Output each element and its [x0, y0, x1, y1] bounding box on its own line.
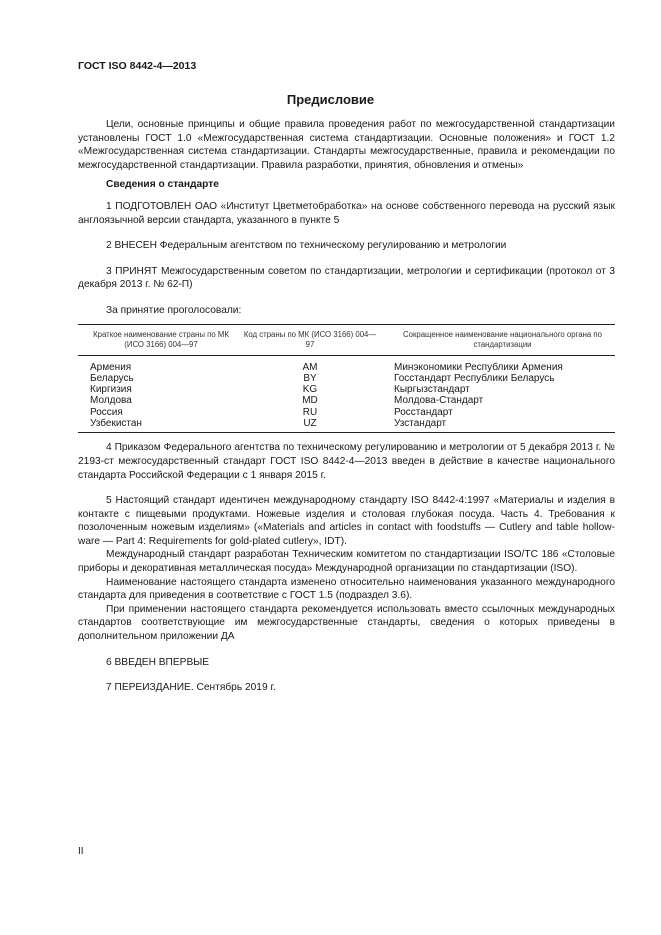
item-5: 5 Настоящий стандарт идентичен международному стандарту ISO 8442-4:1997 «Материалы и изделия в контакте с пищевыми продуктами. Ножевые изделия и столовая глубокая посуда. Часть 4. Требования к позолоченным ножевым изделиям» («Materials and articles in contact with foodstuffs — Cutlery and table hollow-ware — Part 4: Requirements for gold-plated cutlery», IDT).: [78, 495, 615, 547]
cell-organ: Узстандарт: [394, 418, 447, 430]
cell-organ: Минэкономики Республики Армения: [394, 361, 563, 373]
table-row: [78, 418, 615, 433]
cell-organ: Росстандарт: [394, 406, 453, 418]
about-heading: Сведения о стандарте: [106, 179, 219, 191]
table-row: [78, 384, 615, 395]
cell-country: Молдова: [90, 395, 132, 407]
item-5-committee: Международный стандарт разработан Техническим комитетом по стандартизации ISO/TC 186 «Столовые приборы и декоративная металлическая посуда» Международной организации по стандартизации (ISO).: [78, 549, 615, 575]
table-header-country: Краткое наименование страны по МК (ИСО 3166) 004—97: [78, 324, 236, 355]
cell-organ: Кыргызстандарт: [394, 384, 470, 396]
table-row: [78, 395, 615, 406]
cell-country: Узбекистан: [90, 418, 142, 430]
item-4: 4 Приказом Федерального агентства по техническому регулированию и метрологии от 5 декабря 2013 г. № 2193-ст межгосударственный стандарт ГОСТ ISO 8442-4—2013 введен в действие в качестве национального стандарта Российской Федерации с 1 января 2015 г.: [78, 442, 615, 481]
cell-country: Армения: [90, 361, 132, 373]
vote-label: За принятие проголосовали:: [106, 304, 242, 316]
item-5-naming: Наименование настоящего стандарта изменено относительно наименования указанного международного стандарта для приведения в соответствие с ГОСТ 1.5 (подраздел 3.6).: [78, 576, 615, 602]
cell-code: RU: [302, 406, 318, 418]
item-7: 7 ПЕРЕИЗДАНИЕ. Сентябрь 2019 г.: [106, 682, 276, 694]
cell-code: MD: [302, 395, 318, 407]
table-row: [78, 407, 615, 418]
item-5-references: При применении настоящего стандарта рекомендуется использовать вместо ссылочных международных стандартов соответствующие им межгосударственные стандарты, сведения о которых приведены в дополнительном приложении ДА: [78, 603, 615, 643]
cell-organ: Госстандарт Республики Беларусь: [394, 372, 555, 384]
item-2: 2 ВНЕСЕН Федеральным агентством по техническому регулированию и метрологии: [106, 240, 507, 252]
intro-paragraph: Цели, основные принципы и общие правила проведения работ по межгосударственной стандартизации установлены ГОСТ 1.0 «Межгосударственная система стандартизации. Основные положения» и ГОСТ 1.2 «Межгосударственная система стандартизации. Стандарты межгосударственные, правила и рекомендации по межгосударственной стандартизации. Правила разработки, принятия, обновления и отмены»: [78, 119, 615, 171]
page-number: II: [78, 846, 84, 857]
preface-body: [78, 118, 615, 695]
table-header-code: Код страны по МК (ИСО 3166) 004—97: [236, 324, 384, 355]
item-1: 1 ПОДГОТОВЛЕН ОАО «Институт Цветметобработка» на основе собственного перевода на русский язык англоязычной версии стандарта, указанного в пункте 5: [78, 200, 615, 226]
cell-code: KG: [302, 384, 318, 396]
item-3: 3 ПРИНЯТ Межгосударственным советом по стандартизации, метрологии и сертификации (протокол от 3 декабря 2013 г. № 62-П): [78, 265, 615, 291]
table-header-row: [78, 324, 615, 355]
cell-code: AM: [302, 361, 318, 373]
cell-country: Россия: [90, 406, 123, 418]
cell-organ: Молдова-Стандарт: [394, 395, 484, 407]
page-title: Предисловие: [286, 92, 375, 107]
voting-table: [78, 324, 615, 434]
document-code: ГОСТ ISO 8442-4—2013: [78, 60, 197, 72]
cell-code: UZ: [303, 418, 317, 430]
cell-country: Беларусь: [90, 372, 134, 384]
item-6: 6 ВВЕДЕН ВПЕРВЫЕ: [106, 656, 210, 668]
table-row: [78, 373, 615, 384]
cell-code: BY: [303, 372, 317, 384]
table-row: [78, 355, 615, 373]
table-header-organ: Сокращенное наименование национального органа по стандартизации: [384, 324, 615, 355]
cell-country: Киргизия: [90, 384, 132, 396]
